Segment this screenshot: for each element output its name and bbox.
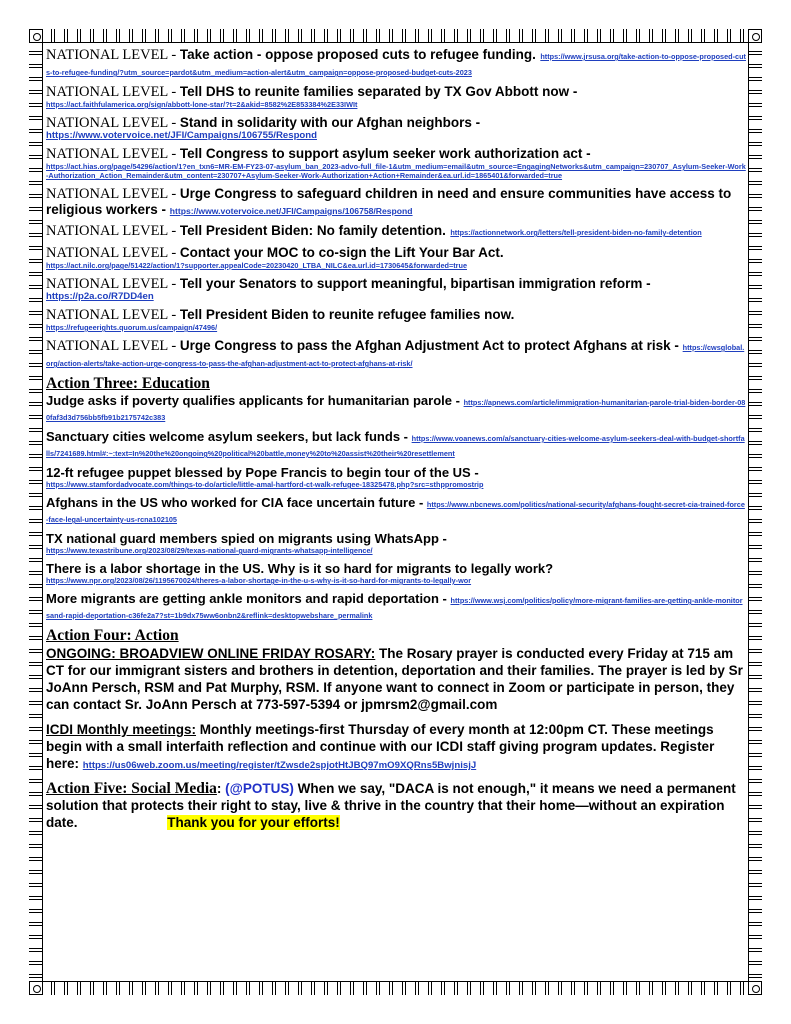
border-pattern-left xyxy=(29,29,43,995)
rosary-body: The Rosary prayer is conducted every Friday at 715 am CT for our immigrant sisters and brothers in detention, deportation and their families. The prayer is led by Sr JoAnn Persch, RSM and Pat Murphy, RSM. If anyone want to connect in Zoom or participate in person, they can contact Sr. JoAnn Persch at 773-597-5394 or jpmrsm2@gmail.com xyxy=(46,646,743,712)
national-item-title: Take action - oppose proposed cuts to refugee funding. xyxy=(179,47,536,62)
border-corner-icon xyxy=(748,29,762,43)
national-item-link[interactable]: https://act.hias.org/page/54296/action/1?en_txn6=MR-EM-FY23-07-asylum_ban_2023-advo-full_file-1&utm_medium=email&utm_source=EngagingNetworks&utm_campaign=230707_Asylum-Seeker-Work-Authorization_Action_Remainder&utm_content=230707+Asylum-Seeker-Work-Authorization+Action+Remainder&ea.url.id=1865401&forwarded=true xyxy=(46,162,746,180)
news-item-title: Sanctuary cities welcome asylum seekers, but lack funds - xyxy=(46,429,412,444)
national-item-title: Urge Congress to safeguard children in need and ensure communities have access to religious workers - xyxy=(46,186,732,217)
news-item-link[interactable]: https://www.wsj.com/politics/policy/more-migrant-families-are-getting-ankle-monitorsand-rapid-deportation-c36fe2a7?st=1b9dx75ww6onbn2&reflink=desktopwebshare_permalink xyxy=(46,596,743,620)
national-item xyxy=(46,276,746,301)
national-item-title: Urge Congress to pass the Afghan Adjustment Act to protect Afghans at risk - xyxy=(179,338,683,353)
national-item xyxy=(46,245,746,270)
icdi-register-link[interactable]: https://us06web.zoom.us/meeting/register/tZwsde2spjotHtJBQ97mO9XQRns5BwjnisjJ xyxy=(82,760,477,771)
news-item-link[interactable]: https://www.voanews.com/a/sanctuary-cities-welcome-asylum-seekers-deal-with-budget-shortfalls/7241689.html#:~:text=In%20the%20ongoing%20political%20battle,money%20to%20assist%20their%20resettlement xyxy=(46,434,745,458)
national-item-link[interactable]: https://p2a.co/R7DD4en xyxy=(46,291,154,302)
section-heading-social-media: Action Five: Social Media xyxy=(46,780,217,797)
news-item-title: Afghans in the US who worked for CIA face uncertain future - xyxy=(46,495,427,510)
rosary-paragraph xyxy=(46,645,746,713)
icdi-heading: ICDI Monthly meetings: xyxy=(46,722,197,737)
national-item-title: Tell Congress to support asylum seeker work authorization act - xyxy=(179,146,591,161)
news-item-link[interactable]: https://www.nbcnews.com/politics/national-security/afghans-fought-secret-cia-trained-force-face-legal-uncertainty-us-rcna102105 xyxy=(46,500,745,524)
rosary-heading: ONGOING: BROADVIEW ONLINE FRIDAY ROSARY: xyxy=(46,646,376,661)
national-level-label: NATIONAL LEVEL - xyxy=(46,307,180,323)
border-corner-icon xyxy=(29,981,43,995)
news-item-title: There is a labor shortage in the US. Why is it so hard for migrants to legally work? xyxy=(46,561,554,576)
news-item-link[interactable]: https://www.texastribune.org/2023/08/29/texas-national-guard-migrants-whatsapp-intelligence/ xyxy=(46,546,373,555)
national-item-title: Contact your MOC to co-sign the Lift Your Bar Act. xyxy=(179,245,504,260)
border-pattern-bottom xyxy=(29,981,762,995)
national-item xyxy=(46,186,746,217)
national-item xyxy=(46,307,746,332)
national-level-label: NATIONAL LEVEL - xyxy=(46,223,180,239)
national-level-label: NATIONAL LEVEL - xyxy=(46,146,180,162)
border-corner-icon xyxy=(29,29,43,43)
national-item-link[interactable]: https://www.votervoice.net/JFI/Campaigns/106758/Respond xyxy=(169,206,413,216)
national-level-label: NATIONAL LEVEL - xyxy=(46,338,180,354)
news-item-title: More migrants are getting ankle monitors and rapid deportation - xyxy=(46,591,451,606)
document-body xyxy=(46,47,746,839)
national-level-label: NATIONAL LEVEL - xyxy=(46,245,180,261)
icdi-paragraph xyxy=(46,721,746,772)
national-item xyxy=(46,84,746,109)
section-heading-action: Action Four: Action xyxy=(46,627,179,644)
social-body: When we say, "DACA is not enough," it means we need a permanent solution that protects their right to stay, live & thrive in the country that their home—without an expiration date. xyxy=(46,781,736,830)
border-pattern-top xyxy=(29,29,762,43)
news-item xyxy=(46,429,746,459)
news-item xyxy=(46,465,746,489)
social-media-paragraph xyxy=(46,780,746,831)
national-item-title: Tell President Biden to reunite refugee families now. xyxy=(179,307,515,322)
news-item-title: Judge asks if poverty qualifies applicants for humanitarian parole - xyxy=(46,393,464,408)
national-item-link[interactable]: https://cwsglobal.org/action-alerts/take-action-urge-congress-to-pass-the-afghan-adjustment-act-to-protect-afghans-at-risk/ xyxy=(46,343,745,368)
national-level-label: NATIONAL LEVEL - xyxy=(46,115,180,131)
national-item-link[interactable]: https://www.jrsusa.org/take-action-to-oppose-proposed-cuts-to-refugee-funding/?utm_source=pardot&utm_medium=action-alert&utm_campaign=oppose-proposed-budget-cuts-2023 xyxy=(46,52,746,77)
national-item-link[interactable]: https://act.nilc.org/page/51422/action/1?supporter.appealCode=20230420_LTBA_NILC&ea.url.id=1730645&forwarded=true xyxy=(46,261,467,270)
national-item xyxy=(46,338,746,369)
thank-you-highlight: Thank you for your efforts! xyxy=(167,815,340,830)
national-item xyxy=(46,146,746,180)
national-item-link[interactable]: https://www.votervoice.net/JFI/Campaigns/106755/Respond xyxy=(46,130,318,141)
news-item-title: 12-ft refugee puppet blessed by Pope Francis to begin tour of the US - xyxy=(46,465,479,480)
national-item xyxy=(46,223,746,239)
potus-handle: (@POTUS) xyxy=(225,781,294,796)
news-item-link[interactable]: https://www.stamfordadvocate.com/things-to-do/article/little-amal-hartford-ct-walk-refugee-18325478.php?src=sthppromostrip xyxy=(46,480,484,489)
national-item-title: Tell your Senators to support meaningful, bipartisan immigration reform - xyxy=(179,276,651,291)
icdi-body: Monthly meetings-first Thursday of every month at 12:00pm CT. These meetings begin with a small interfaith reflection and continue with our ICDI staff giving program updates. Register here: xyxy=(46,722,715,771)
news-item-title: TX national guard members spied on migrants using WhatsApp - xyxy=(46,531,447,546)
news-item xyxy=(46,393,746,423)
news-item-link[interactable]: https://www.npr.org/2023/08/26/1195670024/theres-a-labor-shortage-in-the-u-s-why-is-it-so-hard-for-migrants-to-legally-wor xyxy=(46,576,472,585)
national-item-link[interactable]: https://actionnetwork.org/letters/tell-president-biden-no-family-detention xyxy=(450,228,702,237)
national-level-label: NATIONAL LEVEL - xyxy=(46,84,180,100)
social-colon: : xyxy=(216,781,226,796)
national-item xyxy=(46,115,746,140)
news-item xyxy=(46,561,746,585)
news-item xyxy=(46,531,746,555)
border-pattern-right xyxy=(748,29,762,995)
border-corner-icon xyxy=(748,981,762,995)
national-level-label: NATIONAL LEVEL - xyxy=(46,276,180,292)
national-item-title: Tell DHS to reunite families separated by TX Gov Abbott now - xyxy=(179,84,578,99)
news-item xyxy=(46,591,746,621)
national-item-link[interactable]: https://act.faithfulamerica.org/sign/abbott-lone-star/?t=2&akid=8582%2E853384%2E33IWIt xyxy=(46,100,358,109)
national-item-title: Tell President Biden: No family detention. xyxy=(179,223,446,238)
national-level-label: NATIONAL LEVEL - xyxy=(46,47,180,63)
section-heading-education: Action Three: Education xyxy=(46,375,210,392)
national-item xyxy=(46,47,746,78)
national-level-label: NATIONAL LEVEL - xyxy=(46,186,180,202)
national-item-link[interactable]: https://refugeerights.quorum.us/campaign/47496/ xyxy=(46,323,218,332)
news-item-link[interactable]: https://apnews.com/article/immigration-humanitarian-parole-trial-biden-border-080faf3d3d756bb5fb91b2175742c383 xyxy=(46,398,746,422)
national-item-title: Stand in solidarity with our Afghan neighbors - xyxy=(179,115,481,130)
news-item xyxy=(46,495,746,525)
